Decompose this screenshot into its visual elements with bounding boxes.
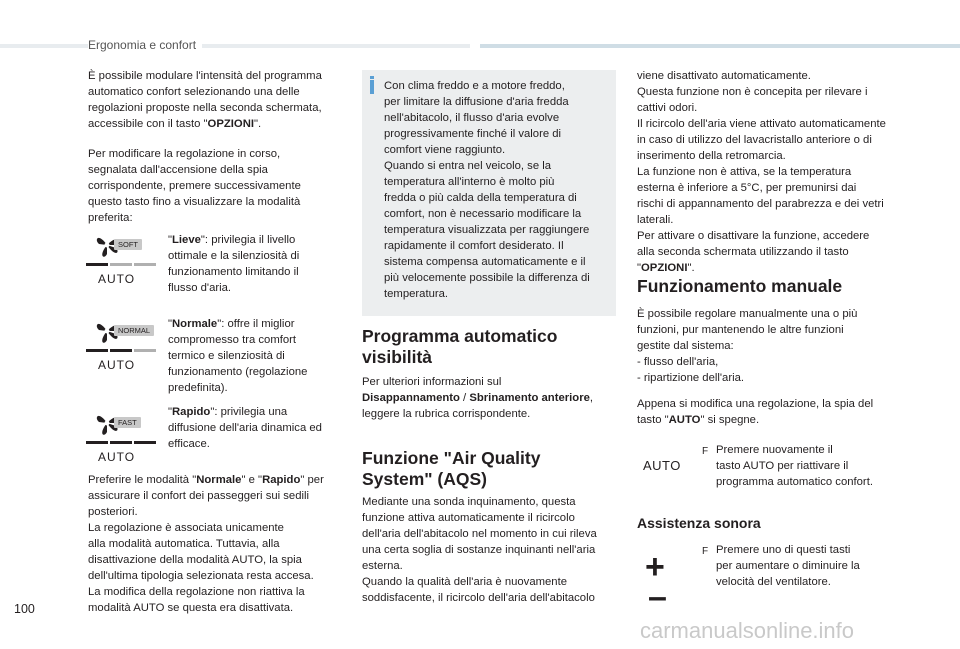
fast-mode-desc: "Rapido": privilegia una diffusione dell'aria dinamica ed efficace. — [168, 406, 322, 450]
auto-label: AUTO — [98, 358, 136, 372]
normal-mode-icon — [86, 316, 164, 378]
mode-tag: FAST — [114, 417, 141, 428]
assist-step-text: Premere uno di questi tasti per aumentare o diminuire la velocità del ventilatore. — [716, 544, 860, 588]
soft-mode-icon — [86, 230, 164, 292]
minus-icon: – — [648, 578, 667, 616]
aqs-paragraph: Mediante una sonda inquinamento, questa funzione attiva automaticamente il ricircolo dell'aria dell'abitacolo nel momento in cui rileva una certa soglia di sostanze inquinanti nell'aria esterna. Quando la qualità dell'aria è nuovamente soddisfacente, il ricircolo dell'aria dell'abitacolo — [362, 496, 597, 604]
info-text: Con clima freddo e a motore freddo, per limitare la diffusione d'aria fredda nell'abitacolo, il flusso d'aria evolve progressivamente finché il valore di comfort viene raggiunto. Quando si entra nel veicolo, se la temperatura all'interno è molto più fredda o più calda della temperatura di comfort, non è necessario modificare la temperatura visualizzata per raggiungere rapidamente il comfort desiderato. Il sistema compensa automaticamente e il più velocemente possibile la differenza di temperatura. — [384, 80, 590, 300]
heading-aqs: Funzione "Air Quality System" (AQS) — [362, 448, 541, 489]
auto-label: AUTO — [98, 450, 136, 464]
step-bullet: F — [702, 546, 709, 557]
intro-paragraph: È possibile modulare l'intensità del programma automatico confort selezionando una delle regolazioni proposte nella seconda schermata, accessibile con il tasto "OPZIONI". — [88, 70, 322, 130]
step-bullet: F — [702, 446, 709, 457]
plus-icon: + — [645, 548, 665, 586]
heading-visibility: Programma automatico visibilità — [362, 326, 558, 367]
fast-mode-icon — [86, 408, 164, 470]
info-box — [362, 70, 616, 316]
heading-assist: Assistenza sonora — [637, 515, 761, 531]
normal-mode-desc: "Normale": offre il miglior compromesso tra comfort termico e silenziosità di funzionamento (regolazione predefinita). — [168, 318, 308, 394]
mode-tag: SOFT — [114, 239, 142, 250]
auto-button-icon: AUTO — [643, 458, 681, 473]
soft-mode-desc: "Lieve": privilegia il livello ottimale e la silenziosità di funzionamento limitando il flusso d'aria. — [168, 234, 300, 294]
section-title: Ergonomia e confort — [88, 38, 202, 52]
modify-paragraph: Per modificare la regolazione in corso, segnalata dall'accensione della spia corrispondente, premere successivamente questo tasto fino a visualizzare la modalità preferita: — [88, 148, 301, 224]
watermark: carmanualsonline.info — [640, 618, 855, 643]
auto-label: AUTO — [98, 272, 136, 286]
prefer-paragraph: Preferire le modalità "Normale" e "Rapido" per assicurare il confort dei passeggeri sui sedili posteriori. La regolazione è associata unicamente alla modalità automatica. Tuttavia, alla disattivazione della modalità AUTO, la spia dell'ultima tipologia selezionata resta accesa. La modifica della regolazione non riattiva la modalità AUTO se questa era disattivata. — [88, 474, 324, 614]
visibility-paragraph: Per ulteriori informazioni sul Disappannamento / Sbrinamento anteriore, leggere la rubrica corrispondente. — [362, 376, 594, 420]
info-icon — [370, 76, 374, 79]
heading-manual: Funzionamento manuale — [637, 276, 843, 296]
auto-off-paragraph: Appena si modifica una regolazione, la spia del tasto "AUTO" si spegne. — [637, 398, 874, 426]
manual-paragraph: È possibile regolare manualmente una o più funzioni, pur mantenendo le altre funzioni gestite dal sistema: - flusso dell'aria, - ripartizione dell'aria. — [637, 308, 858, 384]
aqs-continued: viene disattivato automaticamente. Questa funzione non è concepita per rilevare i cattivi odori. Il ricircolo dell'aria viene attivato automaticamente in caso di utilizzo del lavacristallo anteriore o di inserimento della retromarcia. La funzione non è attiva, se la temperatura esterna è inferiore a 5°C, per premunirsi dai rischi di appannamento del parabrezza e dei vetri laterali. Per attivare o disattivare la funzione, accedere alla seconda schermata utilizzando il tasto "OPZIONI". — [637, 70, 886, 274]
mode-tag: NORMAL — [114, 325, 154, 336]
page-number: 100 — [14, 602, 35, 616]
auto-step-text: Premere nuovamente il tasto AUTO per riattivare il programma automatico confort. — [716, 444, 873, 488]
